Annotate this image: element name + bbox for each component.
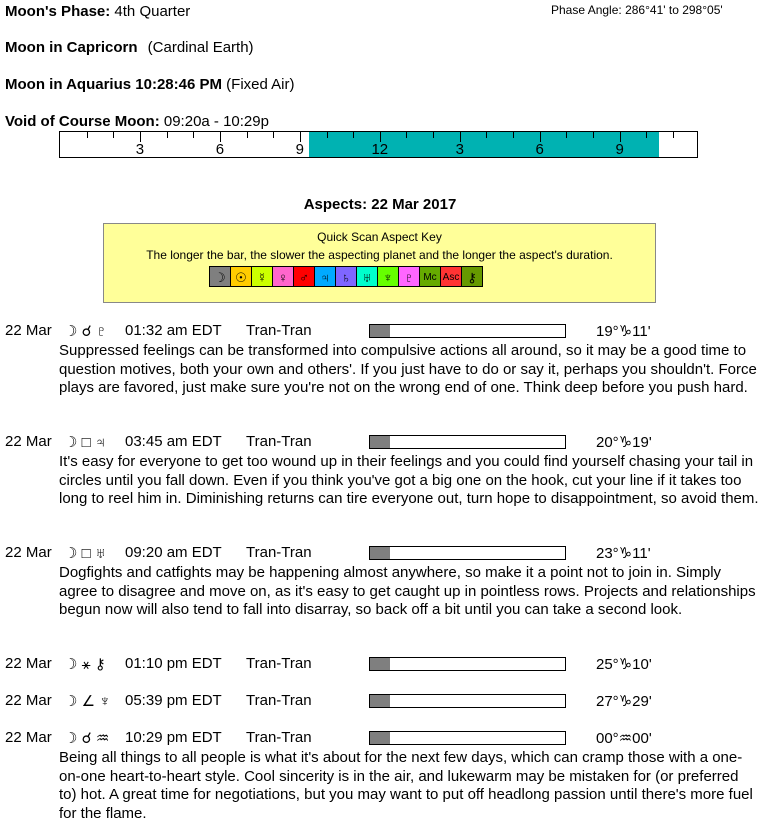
- moon-phase-label: Moon's Phase:: [5, 3, 111, 20]
- aspect-duration-bar: [369, 324, 566, 338]
- timeline-tick: [406, 132, 407, 138]
- aspect-duration-fill: [370, 658, 390, 670]
- moon-phase-line: [5, 3, 190, 20]
- phase-angle-value: 286°41' to 298°05': [625, 3, 723, 17]
- aspect-date: 22 Mar: [5, 729, 52, 746]
- neptune-icon: ♆: [377, 266, 399, 287]
- timeline-tick: [247, 132, 248, 138]
- aspect-time: 09:20 am EDT: [125, 544, 222, 561]
- mars-icon: ♂: [293, 266, 315, 287]
- aspect-type: Tran-Tran: [246, 544, 312, 561]
- aspect-duration-bar: [369, 435, 566, 449]
- aspect-key-legend: [209, 266, 482, 287]
- aspect-time: 01:10 pm EDT: [125, 655, 222, 672]
- aspect-type: Tran-Tran: [246, 655, 312, 672]
- aspect-degree: 27°♑29': [596, 693, 652, 710]
- timeline-hour-label: 6: [535, 141, 544, 158]
- timeline-tick: [193, 132, 194, 138]
- timeline-hour-label: 12: [371, 141, 389, 158]
- aspect-glyphs: ☽ □ ♃: [64, 434, 107, 451]
- aspect-degree: 19°♑11': [596, 323, 651, 340]
- timeline-tick: [273, 132, 274, 138]
- void-of-course-line: [5, 113, 269, 130]
- aspect-date: 22 Mar: [5, 322, 52, 339]
- aspect-degree: 23°♑11': [596, 545, 651, 562]
- aspect-date: 22 Mar: [5, 655, 52, 672]
- chiron-icon: ⚷: [461, 266, 483, 287]
- aspect-duration-fill: [370, 732, 390, 744]
- aspect-type: Tran-Tran: [246, 729, 312, 746]
- saturn-icon: ♄: [335, 266, 357, 287]
- midheaven-icon: Mc: [419, 266, 441, 287]
- timeline-tick: [513, 132, 514, 138]
- moon-sign-2-value: (Fixed Air): [226, 76, 295, 93]
- moon-sign-2-label: Moon in Aquarius 10:28:46 PM: [5, 76, 222, 93]
- uranus-icon: ♅: [356, 266, 378, 287]
- aspect-duration-fill: [370, 547, 390, 559]
- pluto-icon: ♇: [398, 266, 420, 287]
- phase-angle-line: [551, 3, 723, 17]
- void-of-course-value: 09:20a - 10:29p: [163, 113, 269, 130]
- moon-sign-line-2: [5, 76, 295, 93]
- aspect-time: 10:29 pm EDT: [125, 729, 222, 746]
- timeline-tick: [327, 132, 328, 138]
- timeline-tick: [566, 132, 567, 138]
- timeline-hour-label: 3: [135, 141, 145, 158]
- sun-icon: ☉: [230, 266, 252, 287]
- timeline-tick: [353, 132, 354, 138]
- aspect-key-description: The longer the bar, the slower the aspecting planet and the longer the aspect's duration.: [146, 248, 613, 262]
- void-of-course-timeline: [59, 131, 698, 158]
- aspect-type: Tran-Tran: [246, 322, 312, 339]
- aspect-type: Tran-Tran: [246, 692, 312, 709]
- aspect-glyphs: ☽ ⚹ ⚷: [64, 656, 106, 673]
- aspect-date: 22 Mar: [5, 692, 52, 709]
- aspect-degree: 25°♑10': [596, 656, 652, 673]
- aspect-key-box: [103, 223, 656, 303]
- aspect-glyphs: ☽ ☌ ♇: [64, 323, 108, 340]
- aspect-date: 22 Mar: [5, 544, 52, 561]
- moon-icon: ☽: [209, 266, 231, 287]
- aspect-description: Being all things to all people is what it's about for the next few days, which can cramp those with a one-on-one heart-to-heart style. Cool sincerity is in the air, and lukewarm may be mistaken for (or preferred to) hot. A great time for negotiations, but you may want to put off headlong passion until there's more fuel for the flame.: [59, 749, 753, 822]
- void-of-course-label: Void of Course Moon:: [5, 113, 160, 130]
- aspect-duration-fill: [370, 325, 390, 337]
- timeline-hour-label: 9: [615, 141, 624, 158]
- moon-phase-value: 4th Quarter: [114, 3, 191, 20]
- timeline-tick: [593, 132, 594, 138]
- aspect-duration-bar: [369, 694, 566, 708]
- timeline-hour-label: 6: [215, 141, 225, 158]
- aspect-duration-bar: [369, 546, 566, 560]
- aspect-time: 05:39 pm EDT: [125, 692, 222, 709]
- aspect-key-title: Quick Scan Aspect Key: [317, 230, 442, 244]
- timeline-hour-label: 3: [455, 141, 464, 158]
- moon-sign-1-label: Moon in Capricorn: [5, 39, 138, 56]
- aspect-degree: 20°♑19': [596, 434, 652, 451]
- aspect-time: 03:45 am EDT: [125, 433, 222, 450]
- phase-angle-label: Phase Angle:: [551, 3, 622, 17]
- aspect-duration-fill: [370, 695, 390, 707]
- venus-icon: ♀: [272, 266, 294, 287]
- void-of-course-fill: [309, 132, 659, 157]
- aspect-glyphs: ☽ ☌ ♒: [64, 730, 110, 747]
- aspect-duration-fill: [370, 436, 390, 448]
- timeline-tick: [113, 132, 114, 138]
- timeline-tick: [646, 132, 647, 138]
- timeline-hour-label: 9: [295, 141, 305, 158]
- aspect-glyphs: ☽ ∠ ♆: [64, 693, 111, 710]
- aspect-degree: 00°♒00': [596, 730, 652, 747]
- aspect-duration-bar: [369, 657, 566, 671]
- aspect-description: Dogfights and catfights may be happening almost anywhere, so make it a point not to join in. Simply agree to disagree and move on, as it's easy to get caught up in pointless rows. Projects and relationships begun now will also tend to fall into disarray, so back off a bit until you can take a second look.: [59, 564, 756, 619]
- timeline-tick: [167, 132, 168, 138]
- timeline-tick: [486, 132, 487, 138]
- jupiter-icon: ♃: [314, 266, 336, 287]
- ascendant-icon: Asc: [440, 266, 462, 287]
- moon-sign-1-value: (Cardinal Earth): [147, 39, 254, 56]
- mercury-icon: ☿: [251, 266, 273, 287]
- aspect-duration-bar: [369, 731, 566, 745]
- aspect-time: 01:32 am EDT: [125, 322, 222, 339]
- timeline-tick: [673, 132, 674, 138]
- aspects-title: Aspects: 22 Mar 2017: [303, 196, 457, 213]
- aspect-type: Tran-Tran: [246, 433, 312, 450]
- moon-sign-line-1: [5, 39, 254, 56]
- timeline-tick: [433, 132, 434, 138]
- timeline-tick: [87, 132, 88, 138]
- aspect-glyphs: ☽ □ ♅: [64, 545, 107, 562]
- aspect-description: Suppressed feelings can be transformed into compulsive actions all around, so it may be a good time to question motives, both your own and others'. If you just have to do or say it, perhaps you shouldn't. Force plays are favored, just make sure you're not on the wrong end of one. Think deep before you push hard.: [59, 342, 757, 397]
- aspect-date: 22 Mar: [5, 433, 52, 450]
- aspect-description: It's easy for everyone to get too wound up in their feelings and you could find yourself chasing your tail in circles until you fall down. Even if you think you've got a big one on the hook, cut your line if it takes too long to reel him in. Diminishing returns can tire everyone out, turn hope to disappointment, so avoid them.: [59, 453, 759, 508]
